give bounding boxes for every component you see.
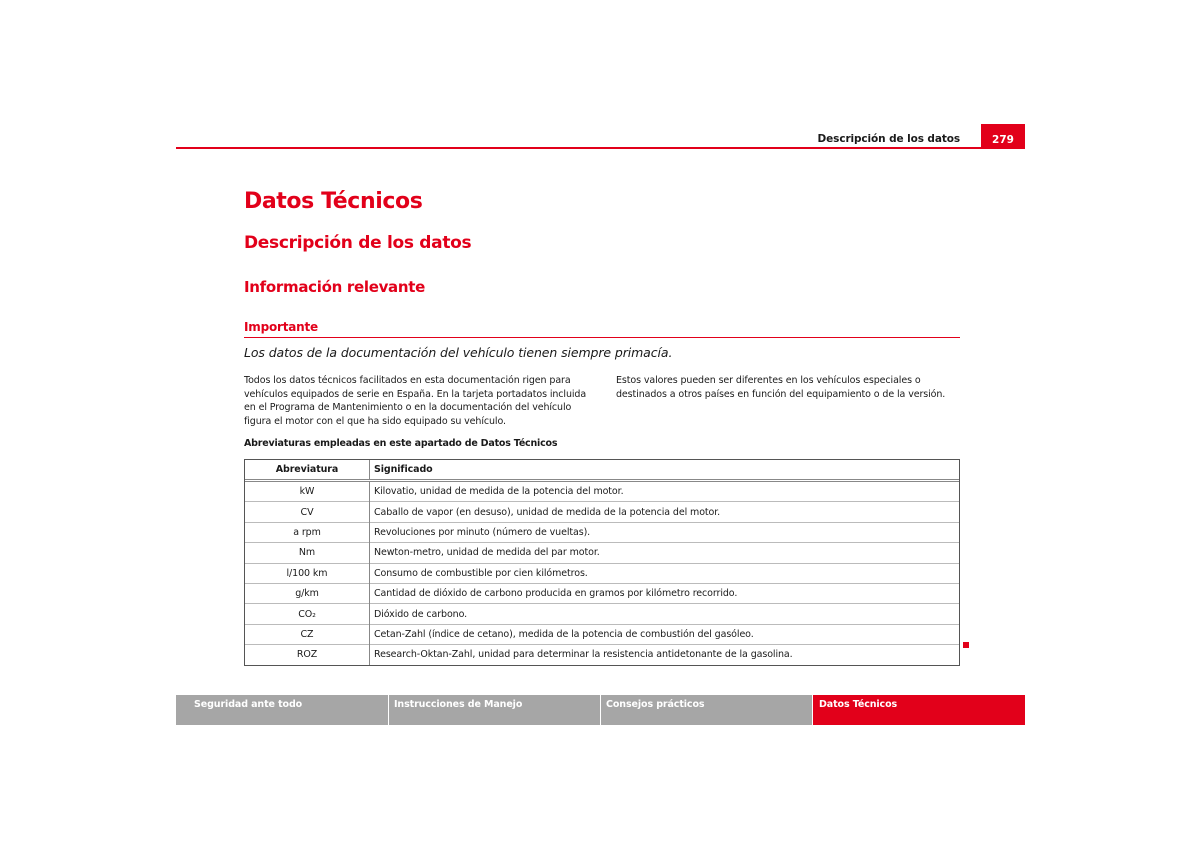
table-caption: Abreviaturas empleadas en este apartado de Datos Técnicos xyxy=(244,438,558,449)
table-row xyxy=(245,645,959,665)
subsection-title: Información relevante xyxy=(244,278,425,296)
header-rule xyxy=(176,147,1025,149)
section-title: Descripción de los datos xyxy=(244,233,472,253)
table-cell-abbreviation: g/km xyxy=(245,583,370,603)
table-row xyxy=(245,604,959,624)
table-row xyxy=(245,583,959,603)
table-row xyxy=(245,522,959,542)
table-cell-meaning: Cetan-Zahl (índice de cetano), medida de la potencia de combustión del gasóleo. xyxy=(370,624,960,644)
table-cell-abbreviation: CV xyxy=(245,502,370,522)
table-cell-abbreviation: ROZ xyxy=(245,645,370,665)
important-label: Importante xyxy=(244,320,318,334)
table-cell-meaning: Research-Oktan-Zahl, unidad para determinar la resistencia antidetonante de la gasolina. xyxy=(370,645,960,665)
table-cell-abbreviation: CO₂ xyxy=(245,604,370,624)
table-row xyxy=(245,502,959,522)
chapter-tab-instrucciones[interactable]: Instrucciones de Manejo xyxy=(389,695,600,725)
table-header-abbreviation: Abreviatura xyxy=(245,460,370,481)
table-cell-abbreviation: kW xyxy=(245,481,370,502)
table-cell-meaning: Revoluciones por minuto (número de vueltas). xyxy=(370,522,960,542)
table-row xyxy=(245,481,959,502)
chapter-title: Datos Técnicos xyxy=(244,189,423,214)
table-header-row xyxy=(245,460,959,481)
table-cell-abbreviation: a rpm xyxy=(245,522,370,542)
chapter-tab-consejos[interactable]: Consejos prácticos xyxy=(601,695,812,725)
page-number: 279 xyxy=(981,124,1025,148)
table-cell-abbreviation: l/100 km xyxy=(245,563,370,583)
body-paragraph-right: Estos valores pueden ser diferentes en los vehículos especiales o destinados a otros países en función del equipamiento o de la versión. xyxy=(616,375,946,400)
section-end-mark xyxy=(963,642,969,648)
table-cell-meaning: Cantidad de dióxido de carbono producida en gramos por kilómetro recorrido. xyxy=(370,583,960,603)
table-cell-meaning: Consumo de combustible por cien kilómetros. xyxy=(370,563,960,583)
table-row xyxy=(245,624,959,644)
table-cell-meaning: Dióxido de carbono. xyxy=(370,604,960,624)
important-text: Los datos de la documentación del vehículo tienen siempre primacía. xyxy=(244,345,673,360)
table-row xyxy=(245,563,959,583)
body-paragraph-left: Todos los datos técnicos facilitados en esta documentación rigen para vehículos equipados de serie en España. En la tarjeta portadatos incluida en el Programa de Mantenimiento o en la documentación del vehículo figura el motor con el que ha sido equipado su vehículo. xyxy=(244,375,587,428)
chapter-nav xyxy=(176,695,1025,725)
table-cell-abbreviation: Nm xyxy=(245,543,370,563)
table-header-meaning: Significado xyxy=(370,460,960,481)
table-cell-meaning: Caballo de vapor (en desuso), unidad de medida de la potencia del motor. xyxy=(370,502,960,522)
chapter-tab-datos-tecnicos[interactable]: Datos Técnicos xyxy=(813,695,1025,725)
table-cell-meaning: Newton-metro, unidad de medida del par motor. xyxy=(370,543,960,563)
abbreviations-table xyxy=(244,459,960,666)
chapter-tab-seguridad[interactable]: Seguridad ante todo xyxy=(176,695,388,725)
table-row xyxy=(245,543,959,563)
running-title: Descripción de los datos xyxy=(817,133,960,145)
table-cell-abbreviation: CZ xyxy=(245,624,370,644)
important-rule xyxy=(244,337,960,338)
table-cell-meaning: Kilovatio, unidad de medida de la potencia del motor. xyxy=(374,486,624,498)
